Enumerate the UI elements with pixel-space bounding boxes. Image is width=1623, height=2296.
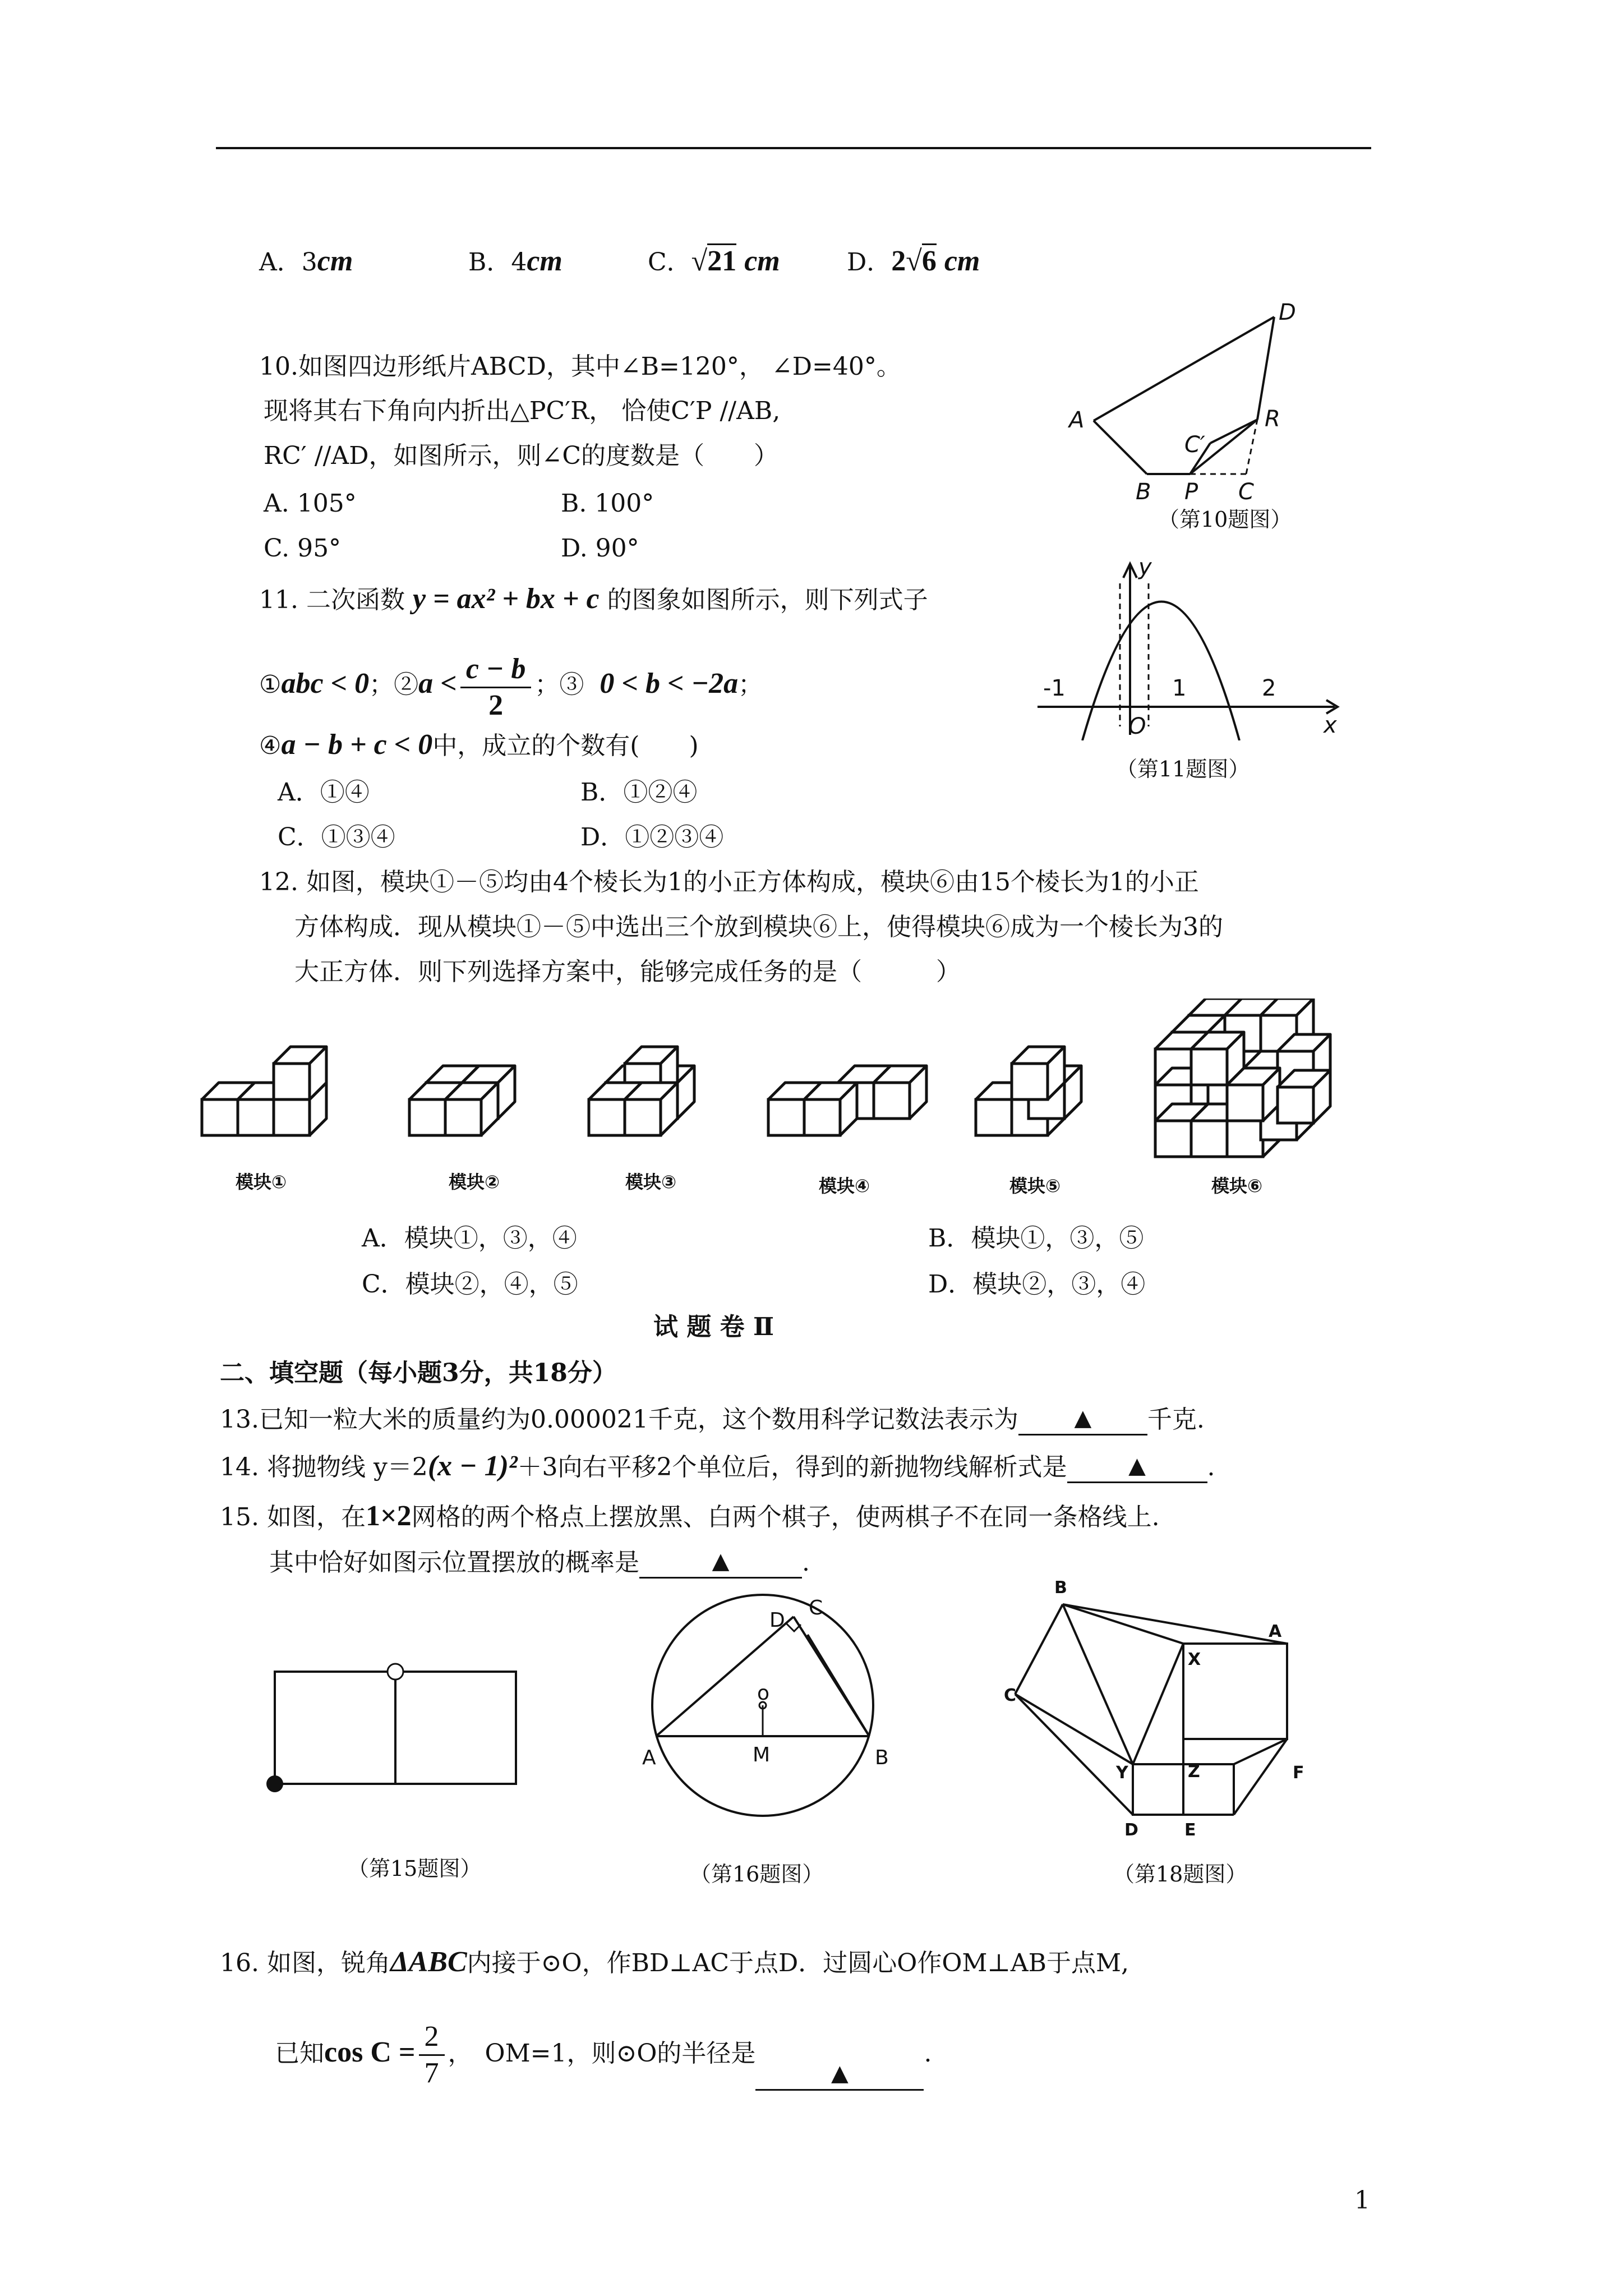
q12-line3: 大正方体．则下列选择方案中，能够完成任务的是（ ）: [294, 958, 961, 986]
q16-line2-mid: ， OM=1，则⊙O的半径是: [448, 2039, 756, 2068]
q11-line2: [259, 651, 763, 722]
fig18-label-x: X: [1188, 1650, 1201, 1669]
q11-caption: （第11题图）: [1116, 757, 1250, 781]
sqrt-sign: √: [906, 245, 922, 277]
q11-tail: 的图象如图所示，则下列式子: [607, 586, 928, 614]
q10-figure: [1066, 297, 1335, 510]
fig16-caption: （第16题图）: [690, 1862, 824, 1887]
q11-c3-end: ；: [738, 670, 763, 699]
q10-line2: 现将其右下角向内折出△PC′R， 恰使C′P //AB,: [264, 397, 781, 425]
q14-mid: ＋3向右平移2个单位后，得到的新抛物线解析式是: [517, 1453, 1067, 1481]
q12-option-d: D．模块②，③，④: [928, 1270, 1146, 1299]
block-5: [976, 1047, 1081, 1135]
q16-triangle: ΔABC: [390, 1946, 467, 1978]
q14: [220, 1450, 1215, 1483]
fig18-label-b: B: [1054, 1578, 1067, 1598]
q10-option-a: A. 105°: [264, 489, 357, 518]
q12-option-c: C．模块②，④，⑤: [362, 1270, 578, 1299]
q11-figure: [1032, 555, 1346, 740]
q12-line1: 12. 如图，模块①－⑤均由4个棱长为1的小正方体构成，模块⑥由15个棱长为1的小正: [259, 868, 1199, 896]
fig18-label-f: F: [1293, 1763, 1304, 1783]
q11-c1-mark: ①: [259, 670, 282, 699]
q9-option-d: [847, 246, 980, 278]
block-1: [202, 1047, 326, 1135]
q16-frac-num: 2: [419, 2019, 445, 2056]
fig16-label-o: o: [757, 1682, 770, 1705]
q9-d-unit: cm: [944, 245, 980, 277]
q14-tail: .: [1207, 1453, 1215, 1481]
q16-rest: 内接于⊙O，作BD⊥AC于点D．过圆心O作OM⊥AB于点M,: [467, 1949, 1129, 1977]
q10-option-c: C. 95°: [264, 534, 342, 563]
q11-lead: 11. 二次函数: [259, 586, 405, 614]
q12-line2: 方体构成．现从模块①－⑤中选出三个放到模块⑥上，使得模块⑥成为一个棱长为3的: [294, 913, 1223, 941]
q12-option-b: B．模块①，③，⑤: [928, 1224, 1144, 1253]
block-5-label: 模块⑤: [1009, 1175, 1061, 1197]
black-piece: [266, 1775, 283, 1792]
fig16-label-a: A: [642, 1746, 656, 1769]
fig11-tick-m1: -1: [1043, 675, 1066, 701]
q12-figure-blocks: [191, 999, 1357, 1234]
q9-d-coef: 2: [891, 245, 906, 277]
fig10-label-b: B: [1136, 479, 1151, 505]
block-4-label: 模块④: [819, 1175, 870, 1197]
q11-c4-mark: ④: [259, 731, 282, 760]
q9-b-label: B．4: [468, 248, 527, 277]
q11-c4-tail: 中，成立的个数有( ): [432, 731, 699, 760]
fig16-circle: [623, 1588, 937, 1823]
q15-line1: [220, 1501, 1160, 1533]
fig16-label-m: M: [753, 1743, 771, 1766]
fig10-label-a: A: [1069, 407, 1085, 433]
fig16-label-b: B: [875, 1746, 889, 1769]
q15-line2: [269, 1545, 810, 1579]
q11-frac-den: 2: [488, 689, 504, 721]
fig18-label-c: C: [1004, 1686, 1017, 1705]
fig16-label-d: D: [769, 1609, 785, 1632]
q16-lead: 16. 如图，锐角: [220, 1949, 390, 1977]
fig11-label-x: x: [1324, 712, 1337, 738]
q9-c-label: C．: [648, 248, 691, 277]
block-2: [409, 1066, 515, 1135]
block-6-label: 模块⑥: [1211, 1175, 1263, 1197]
q13-blank: ▲: [1018, 1402, 1147, 1435]
q16-line2-lead: 已知: [275, 2039, 324, 2068]
q9-c-unit: cm: [744, 245, 780, 277]
fig10-label-r: R: [1265, 406, 1280, 432]
section-title: 试 题 卷 Ⅱ: [653, 1313, 774, 1341]
fig10-label-p: P: [1184, 479, 1198, 505]
q10-line3: RC′ //AD，如图所示，则∠C的度数是（ ）: [264, 441, 779, 470]
q9-b-unit: cm: [527, 245, 562, 277]
q9-d-label: D．: [847, 248, 892, 277]
q9-c-radicand: 21: [707, 243, 736, 277]
block-3: [589, 1047, 694, 1135]
fig11-tick-1: 1: [1172, 675, 1187, 701]
fig11-label-y: y: [1138, 555, 1152, 580]
q9-option-c: [648, 246, 780, 278]
fig10-label-d: D: [1279, 300, 1296, 325]
q13-text: 13.已知一粒大米的质量约为0.000021千克，这个数用科学记数法表示为: [220, 1405, 1018, 1434]
q14-lead: 14. 将抛物线 y＝2: [220, 1453, 428, 1481]
q11-fraction: [460, 652, 532, 723]
fig18-figure: [1004, 1571, 1318, 1840]
fig18-label-a: A: [1269, 1622, 1282, 1641]
q16-cos: cos C =: [324, 2036, 416, 2068]
q9-option-a: [259, 246, 353, 278]
q14-blank: ▲: [1067, 1450, 1207, 1483]
q16-blank: ▲: [755, 2058, 924, 2091]
fig16-label-c: C: [809, 1596, 823, 1619]
block-2-label: 模块②: [449, 1171, 500, 1193]
fig11-tick-2: 2: [1262, 675, 1276, 701]
q10-option-d: D. 90°: [561, 534, 639, 563]
fig10-label-c: C: [1238, 479, 1254, 505]
q10-option-b: B. 100°: [561, 489, 654, 518]
q11-option-b: B．①②④: [580, 778, 698, 807]
q11-option-d: D．①②③④: [580, 823, 724, 852]
q11-option-a: A．①④: [278, 778, 370, 807]
q15-rest: 网格的两个格点上摆放黑、白两个棋子，使两棋子不在同一条格线上.: [411, 1503, 1160, 1531]
block-6: [1155, 999, 1330, 1157]
q11-c4: a − b + c < 0: [281, 729, 433, 761]
fig18-label-d: D: [1124, 1820, 1138, 1840]
q9-option-b: [468, 246, 562, 278]
fig11-label-o: O: [1128, 714, 1146, 739]
fig10-label-c-prime: C′: [1184, 432, 1206, 458]
block-3-label: 模块③: [625, 1171, 677, 1193]
q11-c2-lhs: a <: [418, 668, 457, 700]
q10-line1: 10.如图四边形纸片ABCD，其中∠B=120°， ∠D=40°。: [259, 352, 901, 381]
q13: [220, 1402, 1205, 1435]
section-heading: 二、填空题（每小题3分，共18分）: [220, 1359, 617, 1387]
q9-a-label: A．3: [259, 248, 317, 277]
fig15-grid: [258, 1655, 527, 1795]
q11-option-c: C．①③④: [278, 823, 395, 852]
q14-expr: (x − 1)²: [427, 1450, 518, 1482]
fig15-caption: （第15题图）: [348, 1856, 482, 1881]
q15-blank: ▲: [639, 1545, 802, 1579]
q11-c2-mark: ；②: [369, 670, 419, 699]
fig18-caption: （第18题图）: [1113, 1862, 1247, 1887]
q15-line2-text: 其中恰好如图示位置摆放的概率是: [269, 1548, 639, 1577]
q15-lead: 15. 如图，在: [220, 1503, 366, 1531]
q11-c3: 0 < b < −2a: [600, 668, 739, 700]
q16-line1: [220, 1947, 1129, 1979]
q11-c1: abc < 0: [281, 668, 370, 700]
fig18-label-e: E: [1184, 1820, 1196, 1840]
q16-frac-den: 7: [424, 2057, 439, 2089]
q16-tail: .: [924, 2039, 932, 2068]
q15-tail: .: [802, 1548, 810, 1577]
q9-d-radicand: 6: [922, 243, 937, 277]
block-1-label: 模块①: [236, 1171, 287, 1193]
q11-line3: [259, 729, 699, 762]
sqrt-sign: √: [691, 245, 708, 277]
block-4: [768, 1066, 926, 1135]
q11-function: y = ax² + bx + c: [412, 583, 600, 615]
q10-caption: （第10题图）: [1158, 507, 1292, 532]
q11-line1: [259, 583, 928, 616]
page-number: 1: [1354, 2186, 1370, 2215]
fig18-label-y: Y: [1116, 1763, 1128, 1783]
q16-line2: [275, 2019, 932, 2091]
white-piece: [388, 1664, 403, 1680]
q16-fraction: [419, 2019, 445, 2091]
q11-c3-mark: ；③: [534, 670, 584, 699]
q11-frac-num: c − b: [460, 652, 532, 688]
q12-option-a: A．模块①，③，④: [362, 1224, 577, 1253]
header-rule: [216, 147, 1371, 149]
q15-dims: 1×2: [365, 1500, 412, 1532]
q9-a-unit: cm: [317, 245, 353, 277]
fig18-label-z: Z: [1188, 1762, 1200, 1782]
q13-tail: 千克.: [1147, 1405, 1205, 1434]
